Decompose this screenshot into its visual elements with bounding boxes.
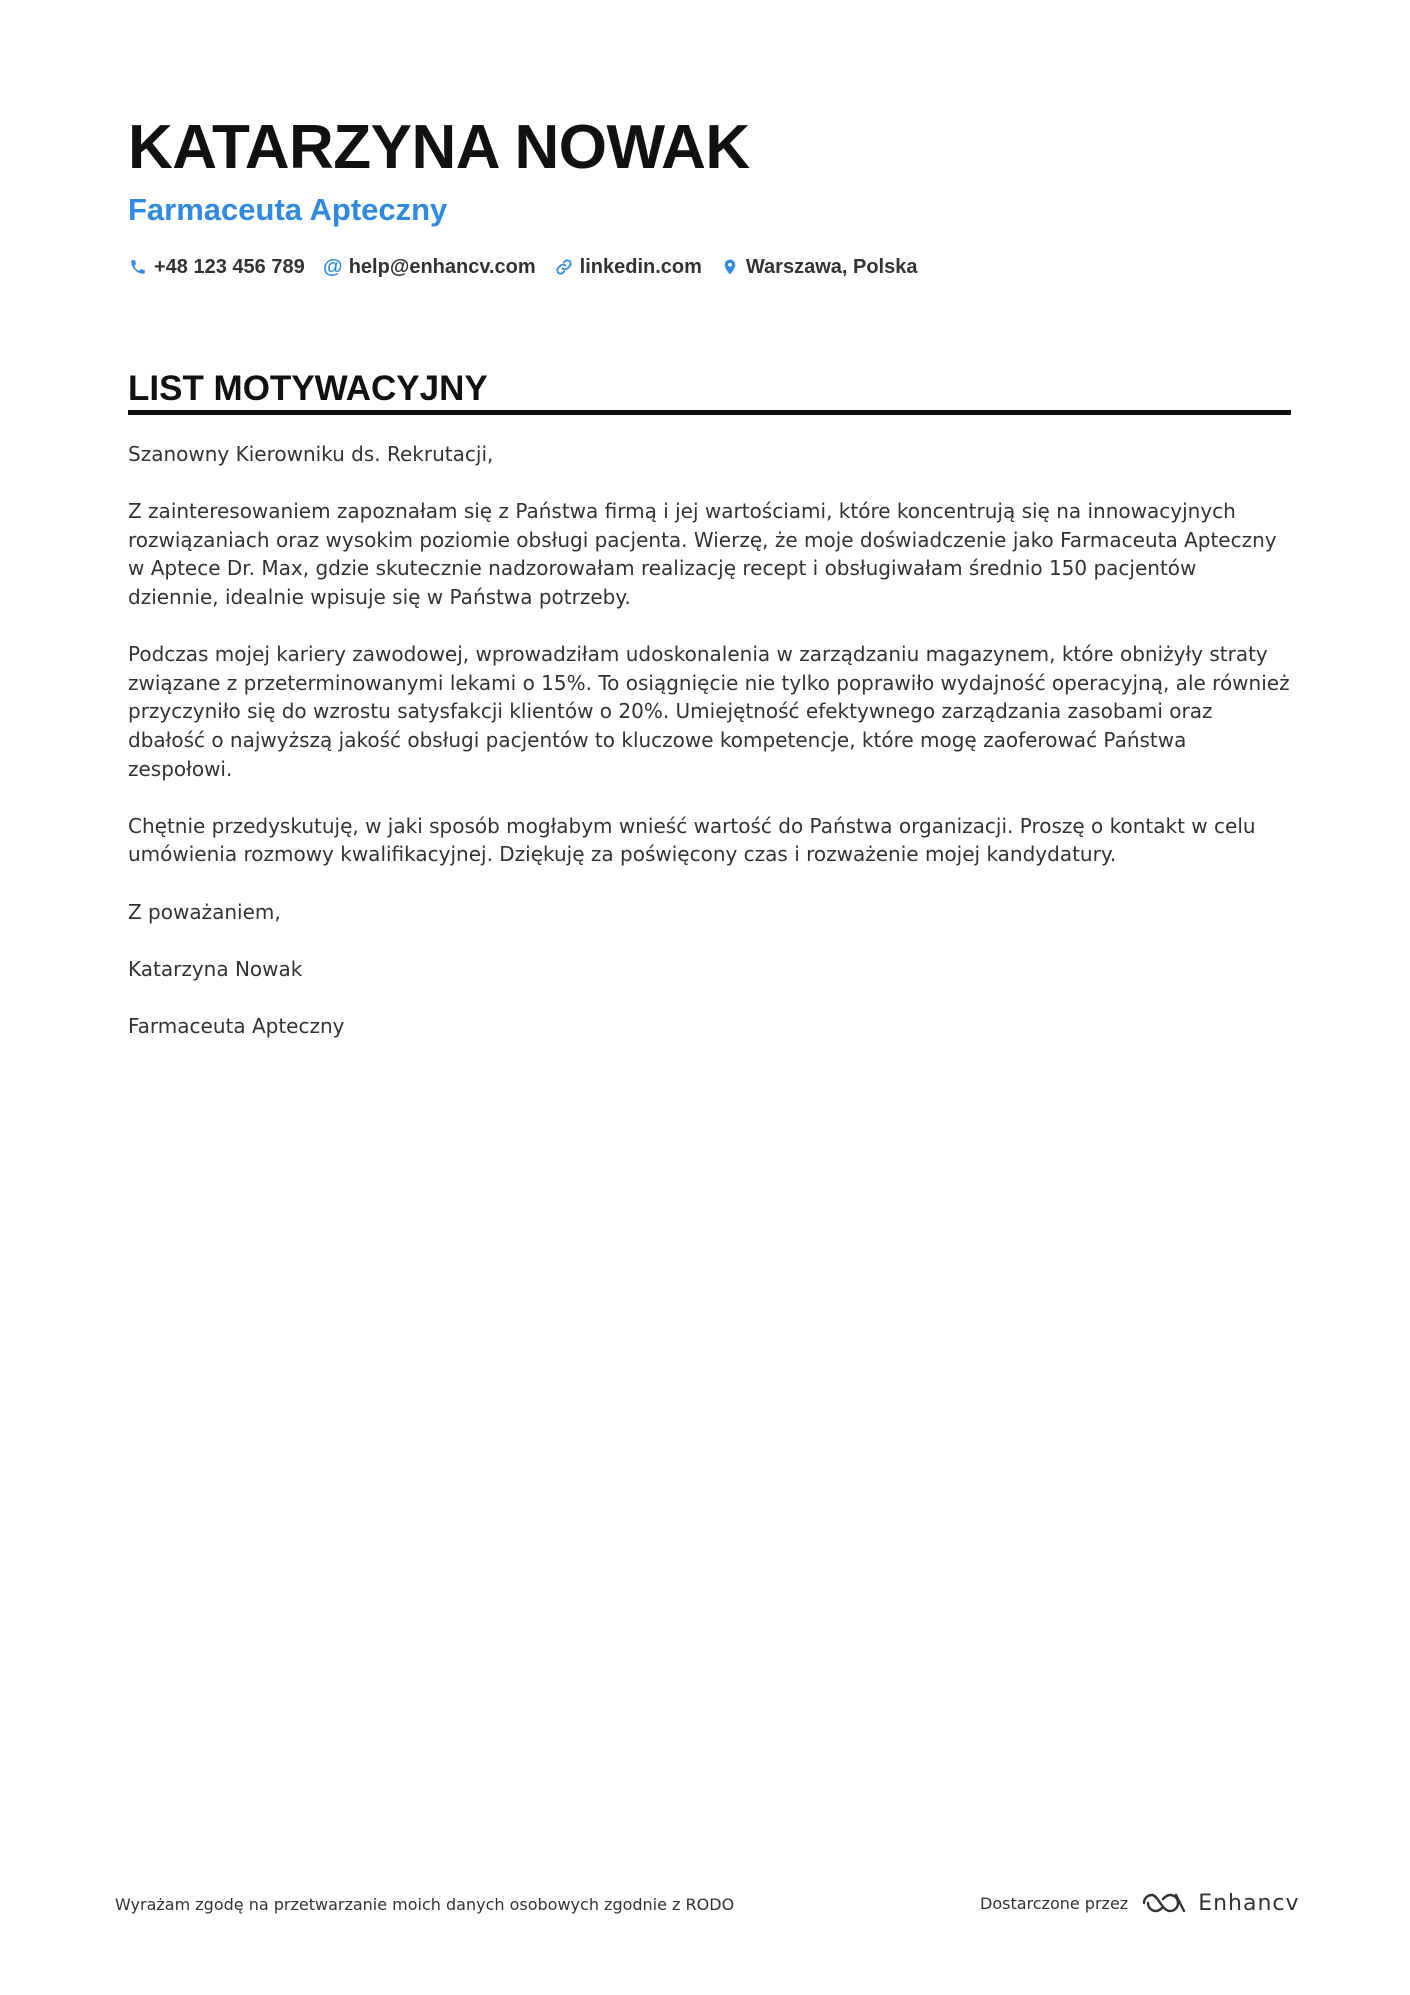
applicant-role: Farmaceuta Apteczny (128, 192, 448, 227)
signature-name: Katarzyna Nowak (128, 956, 303, 981)
gdpr-consent: Wyrażam zgodę na przetwarzanie moich danych osobowych zgodnie z RODO (115, 1895, 735, 1914)
at-symbol: @ (322, 255, 343, 278)
map-pin-icon (720, 257, 740, 277)
contact-email[interactable] (323, 256, 536, 279)
contact-linkedin[interactable] (554, 256, 702, 279)
paragraph-2: Podczas mojej kariery zawodowej, wprowadziłam udoskonalenia w zarządzaniu magazynem, które obniżyły straty związane z przeterminowanymi lekami o 15%. To osiągnięcie nie tylko poprawiło wydajność operacyjną, ale również przyczyniło się do wzrostu satysfakcji klientów o 20%. Umiejętność efektywnego zarządzania zasobami oraz dbałość o najwyższą jakość obsługi pacjentów to kluczowe kompetencje, które mogę zaoferować Państwa zespołowi. (128, 642, 1290, 781)
closing: Z poważaniem, (128, 899, 281, 924)
signature-role: Farmaceuta Apteczny (128, 1013, 345, 1038)
email-text: help@enhancv.com (348, 255, 536, 278)
location-text: Warszawa, Polska (745, 255, 918, 278)
section-divider (128, 410, 1291, 415)
powered-by-label: Dostarczone przez (980, 1893, 1129, 1913)
contact-bar (128, 253, 935, 281)
enhancv-logo-icon (1140, 1890, 1188, 1916)
salutation: Szanowny Kierowniku ds. Rekrutacji, (128, 442, 494, 466)
paragraph-3: Chętnie przedyskutuję, w jaki sposób mogłabym wnieść wartość do Państwa organizacji. Proszę o kontakt w celu umówienia rozmowy kwalifikacyjnej. Dziękuję za poświęcony czas i rozważenie mojej kandydatury. (128, 813, 1256, 867)
applicant-name: KATARZYNA NOWAK (128, 113, 750, 182)
link-icon (554, 257, 574, 277)
section-title: LIST MOTYWACYJNY (128, 369, 488, 408)
contact-phone[interactable] (128, 256, 305, 279)
powered-by[interactable] (980, 1886, 1300, 1920)
paragraph-1: Z zainteresowaniem zapoznałam się z Państwa firmą i jej wartościami, które koncentrują się na innowacyjnych rozwiązaniach oraz wysokim poziomie obsługi pacjenta. Wierzę, że moje doświadczenie jako Farmaceuta Apteczny w Aptece Dr. Max, gdzie skutecznie nadzorowałam realizację recept i obsługiwałam średnio 150 pacjentów dziennie, idealnie wpisuje się w Państwa potrzeby. (128, 499, 1277, 609)
at-icon (323, 257, 343, 277)
phone-icon (128, 257, 148, 277)
linkedin-text: linkedin.com (579, 255, 702, 278)
enhancv-brand: Enhancv (1198, 1890, 1300, 1916)
contact-location (720, 256, 918, 279)
letter-body (128, 440, 1293, 1069)
phone-text: +48 123 456 789 (154, 255, 305, 278)
